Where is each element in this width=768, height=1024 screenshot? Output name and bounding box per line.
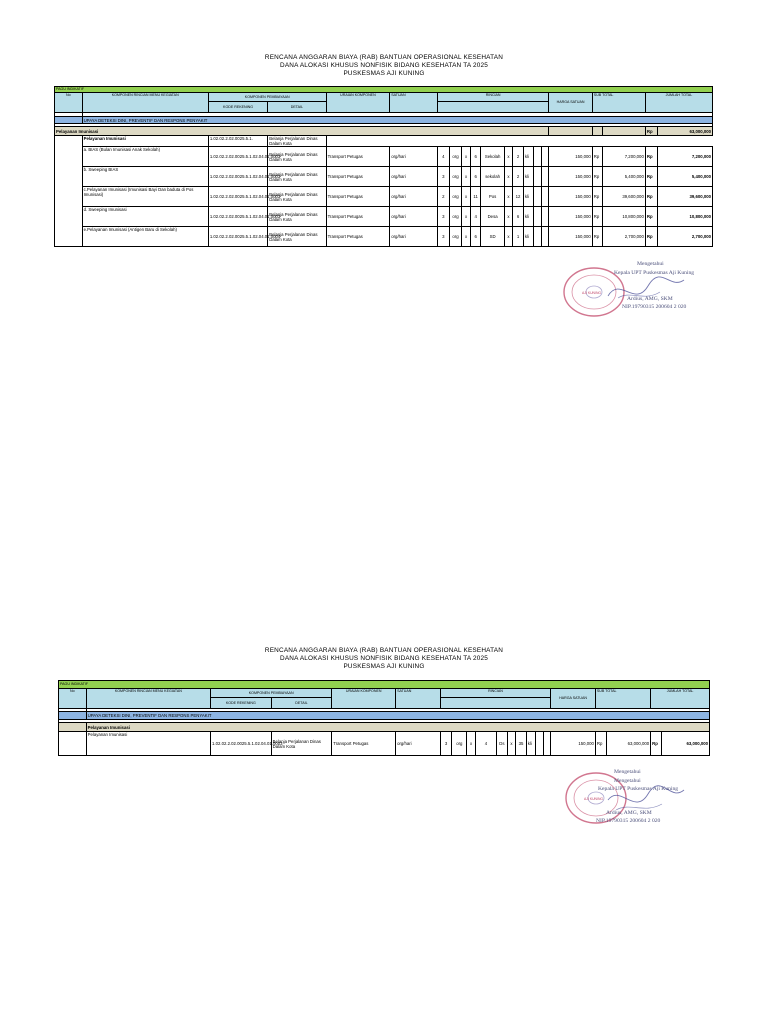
row-u2: Sekolah: [481, 147, 504, 167]
row-kode: 1.02.02.2.02.0025.5.1.02.04.01.0003: [208, 207, 267, 227]
row-jumlah: 7,200,000: [657, 147, 713, 167]
row-x2: x: [507, 732, 516, 756]
row-rp1: Rp: [592, 207, 603, 227]
row-u1: org: [449, 187, 462, 207]
approval-line1b: Mengetahui: [614, 778, 641, 784]
row-u1: org: [449, 147, 462, 167]
pagu-label: PAGU INDIKATIF: [55, 87, 713, 93]
sub-label: Pelayanan Imunisasi: [82, 136, 208, 147]
row-sub-total: 7,200,000: [603, 147, 645, 167]
header-harga: HARGA SATUAN: [551, 689, 596, 709]
row-x1: x: [462, 147, 470, 167]
header-sub-total: SUB TOTAL: [595, 689, 650, 709]
row-u2: sekolah: [481, 167, 504, 187]
row-sub-total: 63,000,000: [606, 732, 651, 756]
row-kode: 1.02.02.2.02.0025.5.1.02.04.01.0003: [208, 167, 267, 187]
row-u2: SD: [481, 227, 504, 247]
row-x1: x: [462, 227, 470, 247]
row-q3: 2: [513, 167, 524, 187]
header-satuan: SATUAN: [396, 689, 441, 709]
row-rp2: Rp: [645, 227, 657, 247]
row-satuan: org/hari: [390, 167, 438, 187]
header-pembiayaan: KOMPONEN PEMBIAYAAN: [211, 689, 332, 698]
header-no: No: [55, 93, 83, 113]
row-uraian: Transport Petugas: [326, 207, 390, 227]
row-detail: Belanja Perjalanan Dinas Dalam Kota: [268, 187, 326, 207]
table-row: [59, 732, 710, 756]
approval-line2: Kepala UPT Puskesmas Aji Kuning: [614, 270, 695, 276]
table-row: [55, 207, 713, 227]
group-total: 63,000,000: [657, 127, 713, 136]
row-rp2: Rp: [651, 732, 662, 756]
sub-label: Pelayanan Imunisasi: [86, 732, 210, 756]
row-u3: kli: [523, 227, 534, 247]
row-q3: 6: [513, 207, 524, 227]
row-q2: 4: [470, 207, 481, 227]
group-label: Pelayanan Imunisasi: [86, 723, 709, 732]
pagu-label: PAGU INDIKATIF: [59, 681, 710, 689]
doc-title-line2: DANA ALOKASI KHUSUS NONFISIK BIDANG KESEHATAN TA 2025: [280, 62, 488, 69]
row-sub-total: 2,700,000: [603, 227, 645, 247]
row-rp1: Rp: [595, 732, 606, 756]
row-q1: 3: [437, 227, 449, 247]
rab-table: [58, 680, 710, 756]
row-x1: x: [462, 187, 470, 207]
doc-title-line1: RENCANA ANGGARAN BIAYA (RAB) BANTUAN OPERASIONAL KESEHATAN: [264, 647, 504, 654]
row-q2: 6: [470, 227, 481, 247]
row-harga: 150,000: [549, 227, 592, 247]
row-detail: Belanja Perjalanan Dinas Dalam Kota: [268, 227, 326, 247]
table-row: [55, 187, 713, 207]
row-u3: kli: [526, 732, 536, 756]
table-row: [55, 147, 713, 167]
row-x1: x: [467, 732, 476, 756]
doc-title-line2: DANA ALOKASI KHUSUS NONFISIK BIDANG KESEHATAN TA 2025: [280, 655, 488, 662]
header-detail: DETAIL: [271, 698, 332, 709]
row-u2: Desa: [481, 207, 504, 227]
row-harga: 150,000: [549, 147, 592, 167]
row-q2: 6: [470, 167, 481, 187]
header-jumlah: JUMLAH TOTAL: [651, 689, 710, 709]
sub-kode: 1.02.02.2.02.0025.5.1.: [208, 136, 267, 147]
header-satuan: SATUAN: [390, 93, 438, 113]
row-q2: 6: [470, 147, 481, 167]
row-name: b. Sweeping BIAS: [82, 167, 208, 187]
row-harga: 150,000: [551, 732, 596, 756]
approval-nip: NIP.19790315 200604 2 020: [622, 304, 687, 310]
row-u1: org: [449, 227, 462, 247]
row-x2: x: [504, 167, 512, 187]
row-rp2: Rp: [645, 167, 657, 187]
row-name: c.Pelayanan Imunisasi (Imunisasi Bayi Dan baduta di Pos Imunisasi): [82, 187, 208, 207]
row-q3: 1: [513, 227, 524, 247]
header-kode-rekening: KODE REKENING: [211, 698, 272, 709]
row-q3: 35: [516, 732, 527, 756]
approval-name: Ardius, AMG, SKM: [627, 296, 673, 302]
row-kode: 1.02.02.2.02.0025.5.1.02.04.01.0003: [208, 147, 267, 167]
header-uraian: URAIAN KOMPONEN: [326, 93, 390, 113]
row-sub-total: 5,400,000: [603, 167, 645, 187]
header-uraian: URAIAN KOMPONEN: [332, 689, 396, 709]
upaya-row: UPAYA DETEKSI DINI, PREVENTIF DAN RESPONS PENYAKIT: [82, 117, 712, 124]
header-kode-rekening: KODE REKENING: [208, 102, 267, 113]
row-harga: 150,000: [549, 167, 592, 187]
row-jumlah: 63,000,000: [661, 732, 709, 756]
header-komponen: KOMPONEN RINCIAN MENU KEGIATAN: [86, 689, 210, 709]
header-komponen: KOMPONEN RINCIAN MENU KEGIATAN: [82, 93, 208, 113]
approval-line1: Mengetahui: [614, 769, 641, 775]
row-uraian: Transport Petugas: [326, 167, 390, 187]
row-q1: 4: [437, 147, 449, 167]
row-rp1: Rp: [592, 227, 603, 247]
row-x2: x: [504, 227, 512, 247]
row-u1: org: [449, 167, 462, 187]
row-u1: org: [452, 732, 467, 756]
table-row: [55, 227, 713, 247]
row-rp1: Rp: [592, 187, 603, 207]
header-pembiayaan: KOMPONEN PEMBIAYAAN: [208, 93, 326, 102]
row-detail: Belanja Perjalanan Dinas Dalam Kota: [268, 147, 326, 167]
header-sub-total: SUB TOTAL: [592, 93, 645, 113]
row-jumlah: 39,600,000: [657, 187, 713, 207]
row-rp2: Rp: [645, 147, 657, 167]
row-uraian: Transport Petugas: [326, 227, 390, 247]
row-u2: Ds: [497, 732, 508, 756]
header-harga: HARGA SATUAN: [549, 93, 592, 113]
row-x2: x: [504, 187, 512, 207]
row-q3: 2: [513, 147, 524, 167]
row-rp1: Rp: [592, 167, 603, 187]
row-jumlah: 5,400,000: [657, 167, 713, 187]
upaya-row: UPAYA DETEKSI DINI, PREVENTIF DAN RESPONS PENYAKIT: [86, 712, 709, 720]
row-name: d. Sweeping Imunisasi: [82, 207, 208, 227]
row-u2: Pos: [481, 187, 504, 207]
row-sub-total: 10,800,000: [603, 207, 645, 227]
row-q2: 11: [470, 187, 481, 207]
row-x1: x: [462, 207, 470, 227]
row-u3: kli: [523, 147, 534, 167]
header-no: No: [59, 689, 87, 709]
header-rincian: RINCIAN: [437, 93, 548, 102]
doc-title-line3: PUSKESMAS AJI KUNING: [343, 70, 425, 77]
row-jumlah: 2,700,000: [657, 227, 713, 247]
header-detail: DETAIL: [268, 102, 326, 113]
row-satuan: org/hari: [390, 187, 438, 207]
rab-table: [54, 86, 713, 247]
row-x1: x: [462, 167, 470, 187]
row-satuan: org/hari: [396, 732, 441, 756]
row-detail: Belanja Perjalanan Dinas Dalam Kota: [271, 732, 332, 756]
row-x2: x: [504, 147, 512, 167]
row-u3: kli: [523, 167, 534, 187]
row-sub-total: 39,600,000: [603, 187, 645, 207]
row-q1: 3: [440, 732, 452, 756]
row-satuan: org/hari: [390, 147, 438, 167]
row-name: a. BIAS (Bulan Imunisasi Anak Sekolah): [82, 147, 208, 167]
row-uraian: Transport Petugas: [332, 732, 396, 756]
row-uraian: Transport Petugas: [326, 187, 390, 207]
row-u1: org: [449, 207, 462, 227]
doc-title-line3: PUSKESMAS AJI KUNING: [343, 663, 425, 670]
row-satuan: org/hari: [390, 207, 438, 227]
table-row: [55, 167, 713, 187]
sub-detail: Belanja Perjalanan Dinas Dalam Kota: [268, 136, 326, 147]
approval-name: Ardius, AMG, SKM: [606, 810, 652, 816]
row-q1: 2: [437, 187, 449, 207]
row-kode: 1.02.02.2.02.0025.5.1.02.04.01.0004: [208, 227, 267, 247]
row-detail: Belanja Perjalanan Dinas Dalam Kota: [268, 167, 326, 187]
row-q1: 3: [437, 167, 449, 187]
row-kode: 1.02.02.2.02.0025.5.1.02.04.01.0003: [211, 732, 272, 756]
group-label: Pelayanan Imunisasi: [55, 127, 549, 136]
row-satuan: org/hari: [390, 227, 438, 247]
approval-line2: Kepala UPT Puskesmas Aji Kuning: [598, 786, 679, 792]
approval-nip: NIP.19790315 200604 2 020: [596, 818, 661, 824]
row-jumlah: 10,800,000: [657, 207, 713, 227]
svg-text:AJI KUNING: AJI KUNING: [584, 797, 604, 801]
row-harga: 150,000: [549, 207, 592, 227]
row-q3: 12: [513, 187, 524, 207]
row-uraian: Transport Petugas: [326, 147, 390, 167]
row-u3: kli: [523, 187, 534, 207]
row-rp2: Rp: [645, 187, 657, 207]
row-rp1: Rp: [592, 147, 603, 167]
approval-line1: Mengetahui: [637, 261, 664, 267]
doc-title-line1: RENCANA ANGGARAN BIAYA (RAB) BANTUAN OPERASIONAL KESEHATAN: [264, 54, 504, 61]
group-rp: Rp: [645, 127, 657, 136]
row-x2: x: [504, 207, 512, 227]
svg-text:AJI KUNING: AJI KUNING: [582, 291, 602, 295]
row-detail: Belanja Perjalanan Dinas Dalam Kota: [268, 207, 326, 227]
row-rp2: Rp: [645, 207, 657, 227]
row-q2: 4: [475, 732, 496, 756]
row-u3: kli: [523, 207, 534, 227]
header-rincian: RINCIAN: [440, 689, 551, 698]
row-harga: 150,000: [549, 187, 592, 207]
header-jumlah: JUMLAH TOTAL: [645, 93, 712, 113]
row-name: e.Pelayanan Imunisasi (Antigen Baru di Sekolah): [82, 227, 208, 247]
row-q1: 3: [437, 207, 449, 227]
row-kode: 1.02.02.2.02.0025.5.1.02.04.01.0003: [208, 187, 267, 207]
